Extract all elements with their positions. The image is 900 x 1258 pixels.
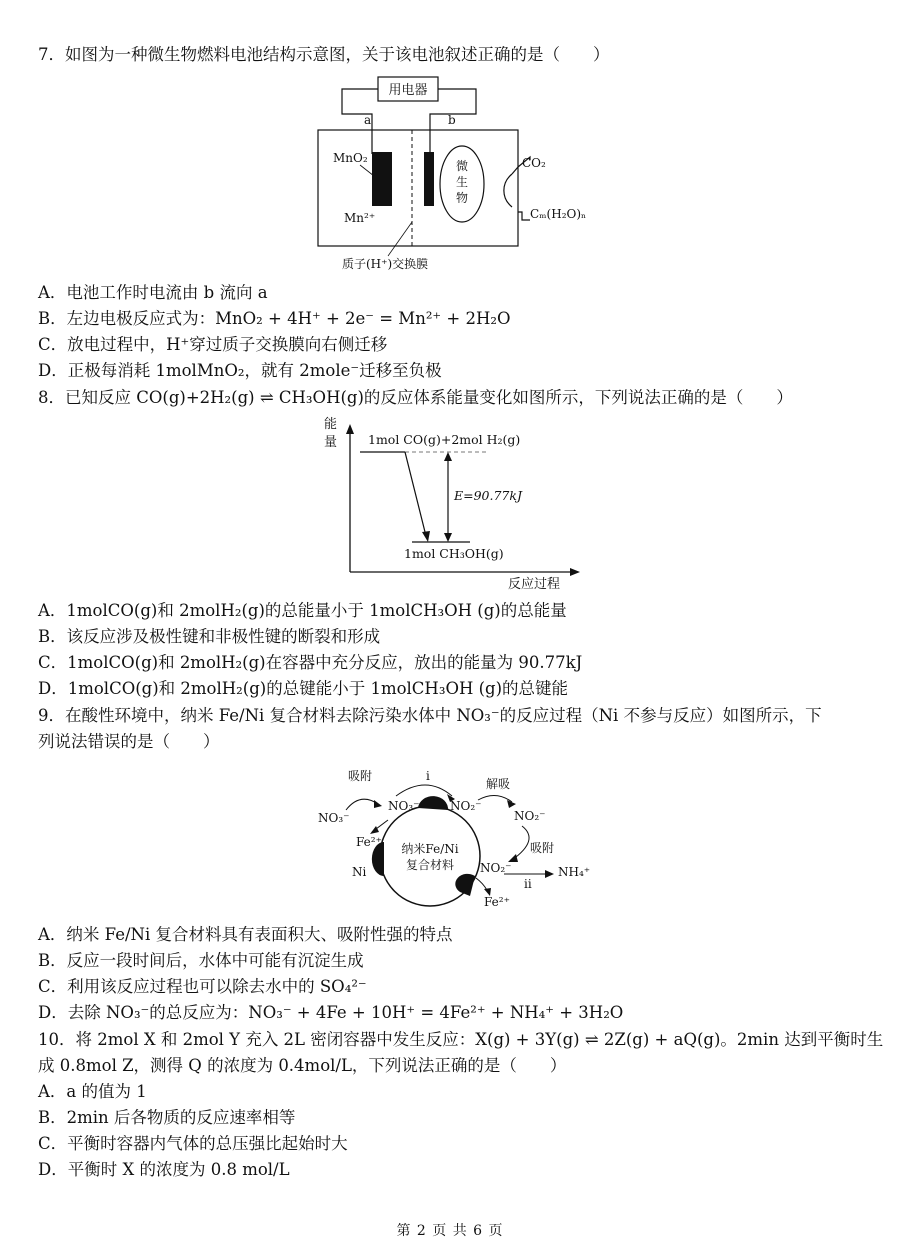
- ni-label: Ni: [352, 865, 367, 879]
- q9-stem-line2: 列说法错误的是（ ）: [38, 732, 220, 751]
- q9-option-c: C．利用该反应过程也可以除去水中的 SO₄²⁻: [38, 977, 367, 996]
- step-ii-label: ii: [524, 877, 532, 891]
- q9-option-a: A．纳米 Fe/Ni 复合材料具有表面积大、吸附性强的特点: [38, 925, 453, 944]
- q10-stem-line1: 10．将 2mol X 和 2mol Y 充入 2L 密闭容器中发生反应：X(g) + 3Y(g) ⇌ 2Z(g) + aQ(g)。2min 达到平衡时生: [38, 1030, 884, 1049]
- q7-battery-diagram: [300, 72, 590, 282]
- q7-option-b: B．左边电极反应式为：MnO₂ + 4H⁺ + 2e⁻ = Mn²⁺ + 2H₂O: [38, 309, 511, 328]
- electrode-b-label: b: [448, 113, 456, 127]
- q8-stem: 8．已知反应 CO(g)+2H₂(g) ⇌ CH₃OH(g)的反应体系能量变化如图所示，下列说法正确的是（ ）: [38, 388, 793, 407]
- q8-option-b: B．该反应涉及极性键和非极性键的断裂和形成: [38, 627, 381, 646]
- q10-option-d: D．平衡时 X 的浓度为 0.8 mol/L: [38, 1160, 290, 1179]
- container: [318, 130, 518, 246]
- step-i-label: i: [426, 769, 430, 783]
- no3-in-label: NO₃⁻: [388, 799, 420, 813]
- q10-option-a: A．a 的值为 1: [38, 1082, 147, 1101]
- q7-option-a: A．电池工作时电流由 b 流向 a: [38, 283, 268, 302]
- y-label-1: 能: [324, 417, 338, 432]
- left-electrode: [372, 152, 392, 206]
- q9-process-diagram: [300, 764, 610, 914]
- q8-option-d: D．1molCO(g)和 2molH₂(g)的总键能小于 1molCH₃OH (g)的总键能: [38, 679, 569, 698]
- electrode-a-label: a: [364, 113, 372, 127]
- q10-option-b: B．2min 后各物质的反应速率相等: [38, 1108, 296, 1127]
- q8-option-a: A．1molCO(g)和 2molH₂(g)的总能量小于 1molCH₃OH (g)的总能量: [38, 601, 567, 620]
- ni-bump-top: [418, 796, 448, 810]
- y-label-2: 量: [324, 435, 338, 450]
- adsorb2-label: 吸附: [530, 841, 555, 855]
- nh4-label: NH₄⁺: [558, 865, 591, 879]
- microbe-char-2: 生: [455, 175, 469, 189]
- q9-option-b: B．反应一段时间后，水体中可能有沉淀生成: [38, 951, 364, 970]
- desorb-label: 解吸: [486, 777, 511, 791]
- q8-energy-diagram: [320, 412, 590, 594]
- adsorb1-label: 吸附: [348, 769, 373, 783]
- no2-right-label: NO₂⁻: [514, 809, 546, 823]
- energy-label: E=90.77kJ: [454, 488, 522, 503]
- q7-option-c: C．放电过程中，H⁺穿过质子交换膜向右侧迁移: [38, 335, 388, 354]
- q10-stem-line2: 成 0.8mol Z，测得 Q 的浓度为 0.4mol/L，下列说法正确的是（ ）: [38, 1056, 567, 1075]
- microbe-char-1: 微: [455, 159, 469, 173]
- no3-out-label: NO₃⁻: [318, 811, 350, 825]
- no2-top-label: NO₂⁻: [450, 799, 482, 813]
- reactant-label: 1mol CO(g)+2mol H₂(g): [368, 432, 521, 447]
- microbe-char-3: 物: [455, 191, 469, 205]
- q10-option-c: C．平衡时容器内气体的总压强比起始时大: [38, 1134, 348, 1153]
- fe-left-label: Fe²⁺: [356, 835, 382, 849]
- q7-option-d: D．正极每消耗 1molMnO₂，就有 2mole⁻迁移至负极: [38, 361, 442, 380]
- q7-stem: 7．如图为一种微生物燃料电池结构示意图，关于该电池叙述正确的是（ ）: [38, 45, 610, 64]
- fuel-label: Cₘ(H₂O)ₙ: [530, 207, 587, 221]
- fe-bottom-label: Fe²⁺: [484, 895, 510, 909]
- q9-stem-line1: 9．在酸性环境中，纳米 Fe/Ni 复合材料去除污染水体中 NO₃⁻的反应过程（Ni 不参与反应）如图所示，下: [38, 706, 822, 725]
- page-footer: 第 2 页 共 6 页: [396, 1223, 504, 1239]
- membrane-label: 质子(H⁺)交换膜: [342, 257, 429, 271]
- no2-low-label: NO₂⁻: [480, 861, 512, 875]
- right-electrode: [424, 152, 434, 206]
- mno2-label: MnO₂: [333, 151, 368, 165]
- device-label: 用电器: [388, 83, 428, 98]
- q8-option-c: C．1molCO(g)和 2molH₂(g)在容器中充分反应，放出的能量为 90.77kJ: [38, 653, 583, 672]
- q9-option-d: D．去除 NO₃⁻的总反应为：NO₃⁻ + 4Fe + 10H⁺ = 4Fe²⁺ + NH₄⁺ + 3H₂O: [38, 1003, 624, 1022]
- center-label-1: 纳米Fe/Ni: [401, 842, 459, 856]
- center-label-2: 复合材料: [405, 858, 455, 872]
- co2-label: CO₂: [522, 156, 546, 170]
- x-label: 反应过程: [508, 577, 561, 592]
- product-label: 1mol CH₃OH(g): [404, 546, 504, 561]
- mn2-label: Mn²⁺: [344, 211, 376, 225]
